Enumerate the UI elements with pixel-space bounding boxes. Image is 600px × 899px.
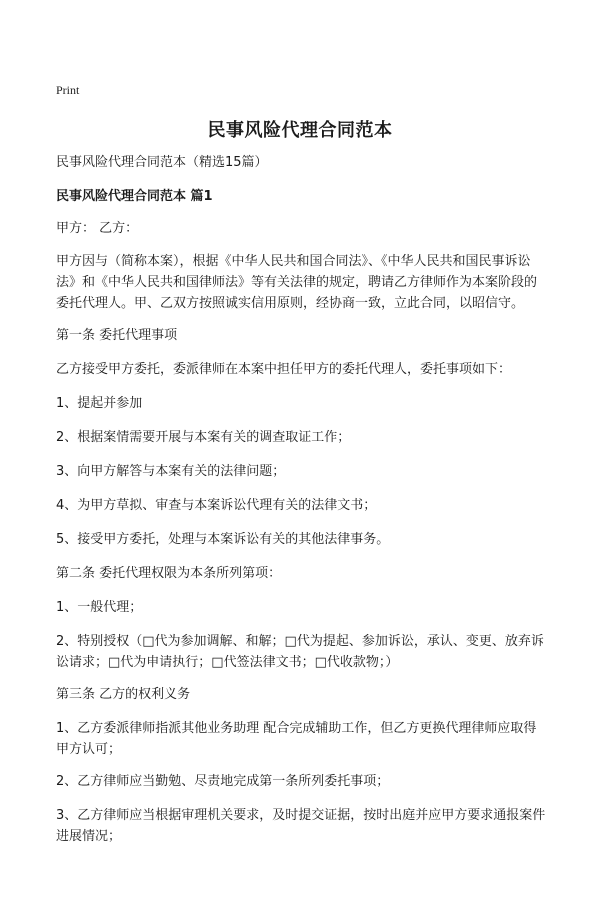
list-item: 2、乙方律师应当勤勉、尽责地完成第一条所列委托事项； [56, 774, 390, 789]
list-item: 1、一般代理； [56, 600, 143, 615]
article-1-title: 第一条 委托代理事项 [56, 328, 178, 343]
list-item: 2、特别授权（□代为参加调解、和解；□代为提起、参加诉讼，承认、变更、放弃诉讼请求；□代为申请执行；□代签法律文书；□代收款物；） [56, 634, 544, 670]
document-body [56, 152, 546, 858]
list-item: 5、接受甲方委托，处理与本案诉讼有关的其他法律事务。 [56, 532, 390, 547]
document-title: 民事风险代理合同范本 [207, 120, 393, 141]
list-item: 4、为甲方草拟、审查与本案诉讼代理有关的法律文书； [56, 498, 377, 513]
party-line: 甲方： 乙方： [56, 221, 139, 236]
article-1-lead: 乙方接受甲方委托，委派律师在本案中担任甲方的委托代理人，委托事项如下： [56, 362, 512, 377]
list-item: 3、乙方律师应当根据审理机关要求，及时提交证据，按时出庭并应甲方要求通报案件进展情况； [56, 808, 546, 844]
list-item: 2、根据案情需要开展与本案有关的调查取证工作； [56, 430, 351, 445]
intro-paragraph: 甲方因与（简称本案），根据《中华人民共和国合同法》、《中华人民共和国民事诉讼法》和《中华人民共和国律师法》等有关法律的规定，聘请乙方律师作为本案阶段的委托代理人。甲、乙双方按照诚实信用原则，经协商一致，立此合同，以昭信守。 [56, 254, 538, 311]
article-2-title: 第二条 委托代理权限为本条所列第项： [56, 566, 282, 581]
list-item: 1、乙方委派律师指派其他业务助理 配合完成辅助工作，但乙方更换代理律师应取得甲方认可； [56, 721, 537, 757]
article-3-title: 第三条 乙方的权利义务 [56, 687, 191, 702]
list-item: 1、提起并参加 [56, 396, 143, 411]
section-heading: 民事风险代理合同范本 篇1 [56, 189, 213, 204]
list-item: 3、向甲方解答与本案有关的法律问题； [56, 464, 286, 479]
print-link[interactable]: Print [56, 83, 80, 97]
document-subtitle: 民事风险代理合同范本（精选15篇） [56, 155, 268, 170]
